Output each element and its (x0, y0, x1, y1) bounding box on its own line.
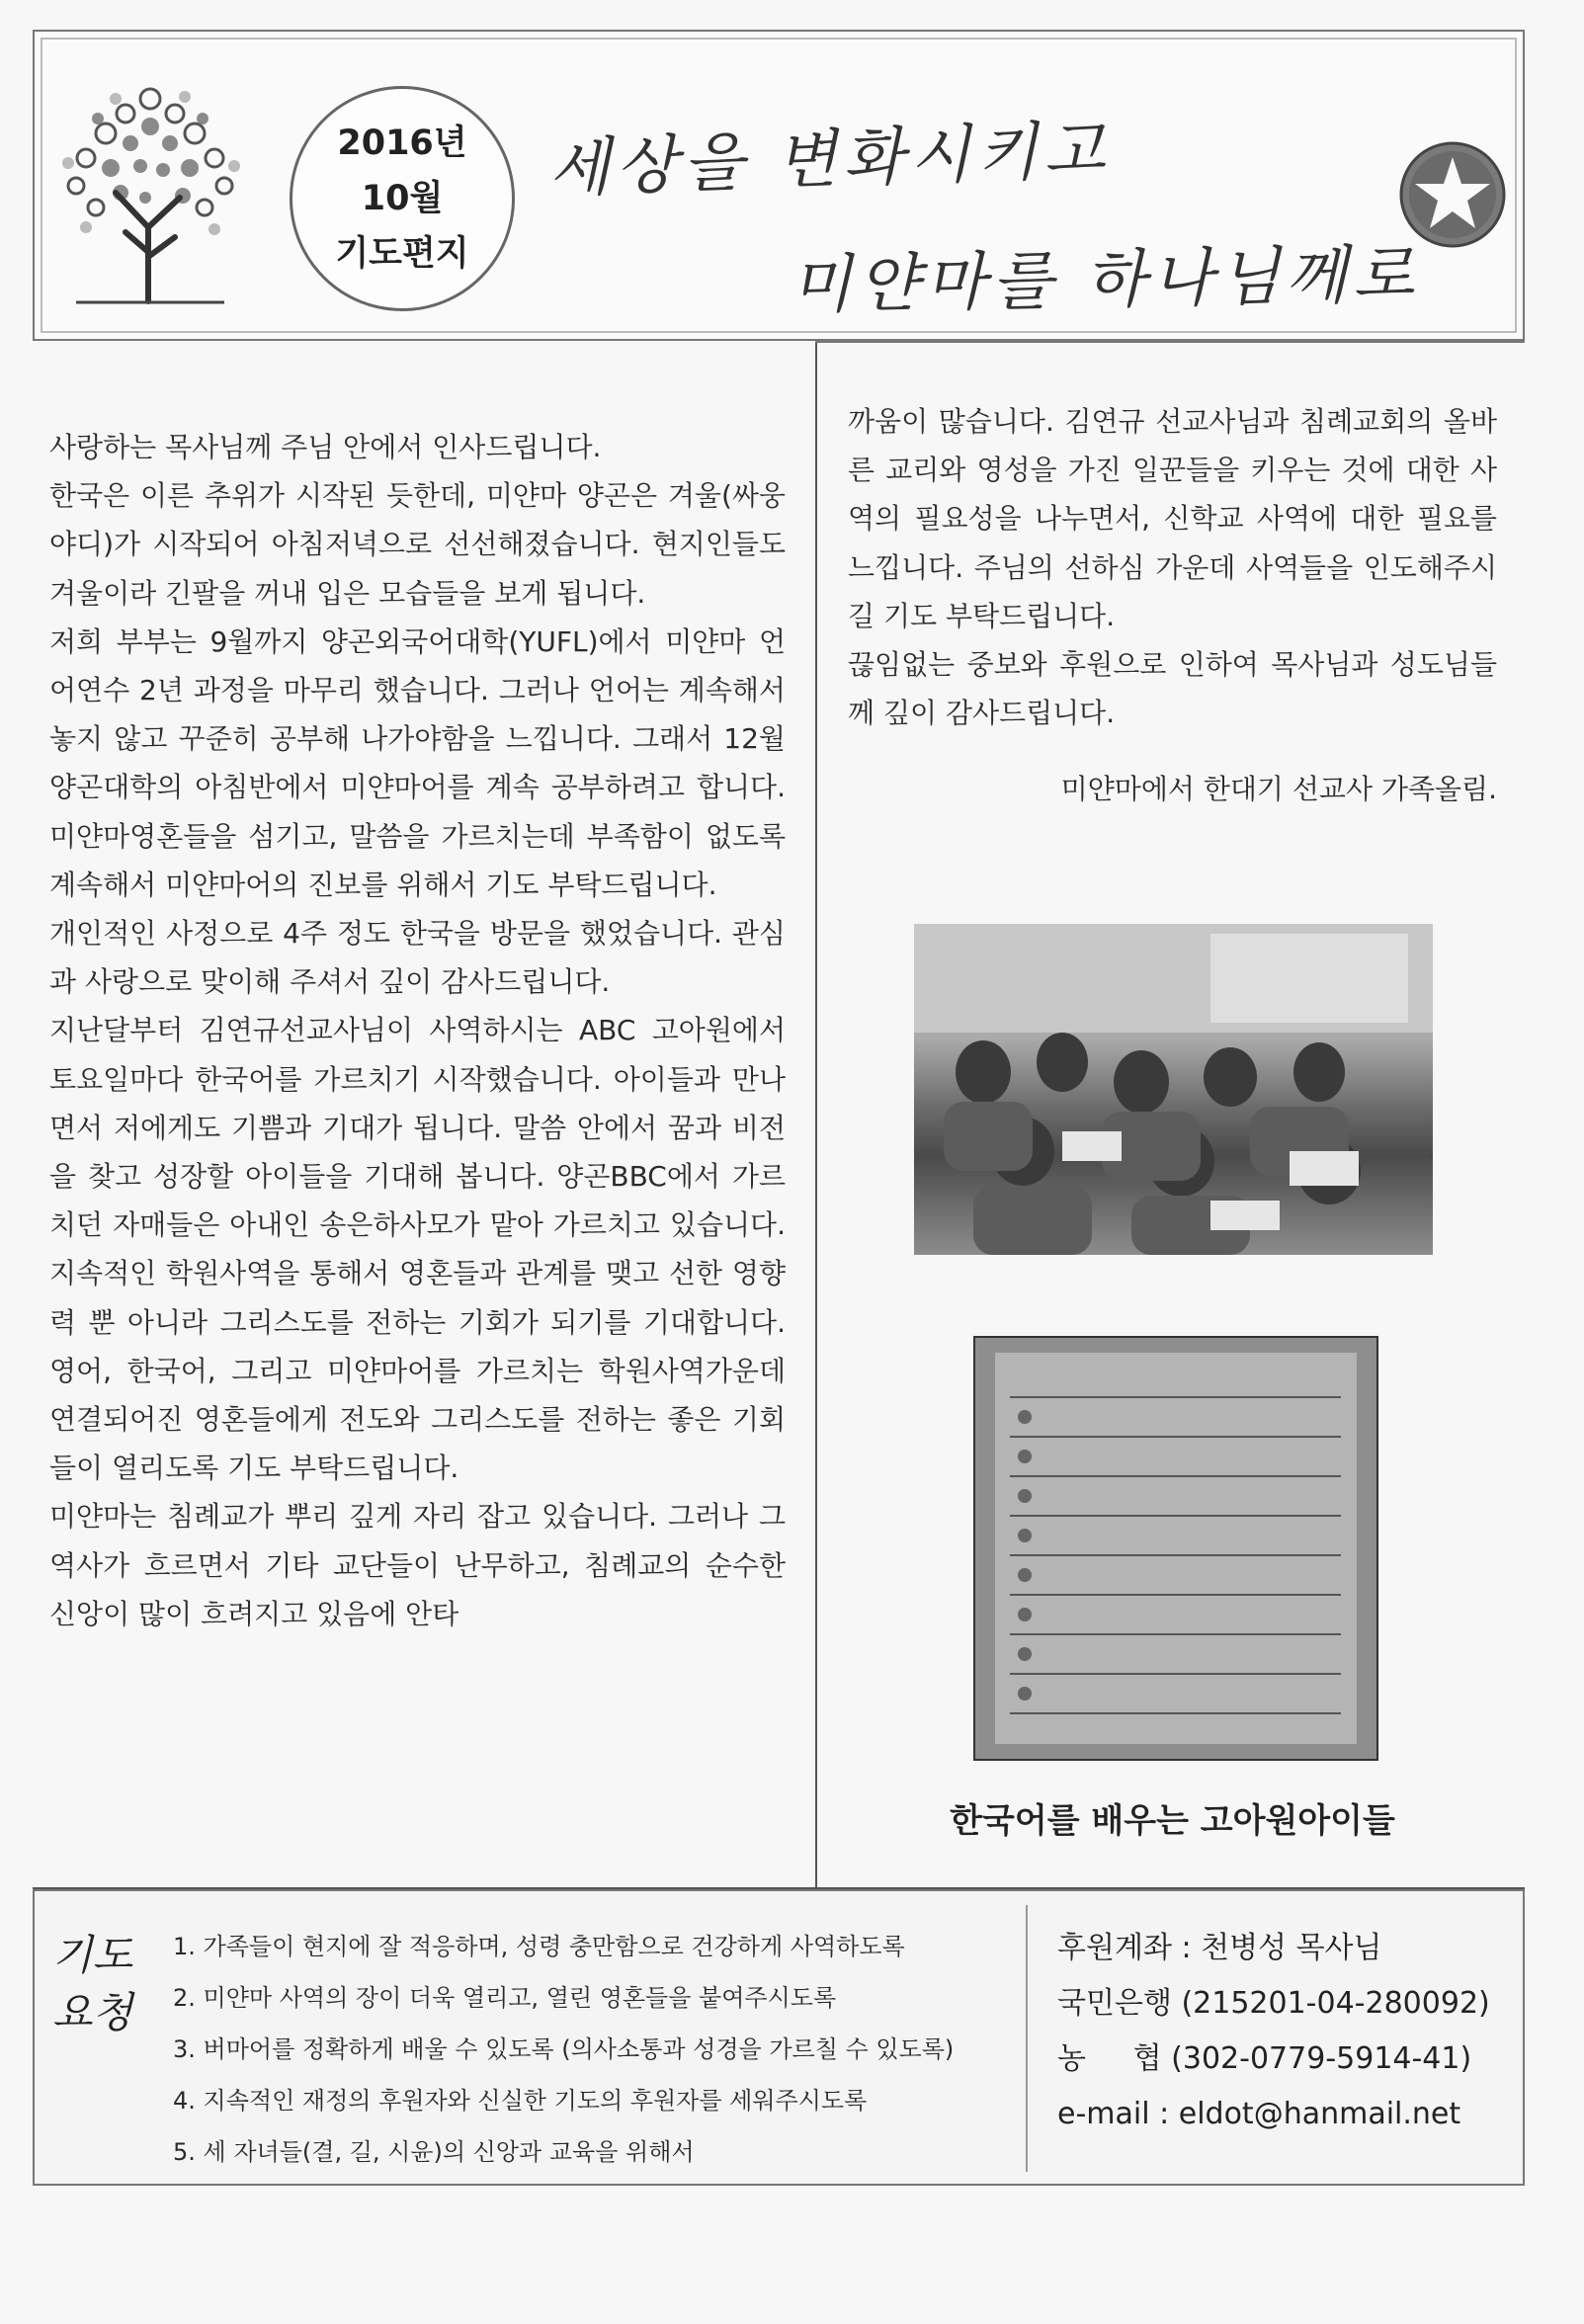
support-account-title: 후원계좌 : 천병성 목사님 (1057, 1931, 1382, 1965)
signature: 미얀마에서 한대기 선교사 가족올림. (1060, 773, 1497, 806)
prayer-list (173, 1921, 1042, 2178)
prayer-item: 5. 세 자녀들(결, 길, 시윤)의 신앙과 교육을 위해서 (173, 2138, 695, 2166)
letter-header (33, 30, 1525, 341)
support-bank-1: 국민은행 (215201-04-280092) (1057, 1986, 1490, 2021)
classroom-photo (914, 924, 1433, 1255)
paragraph: 까움이 많습니다. 김연규 선교사님과 침례교회의 올바른 교리와 영성을 가진 일꾼들을 키우는 것에 대한 사역의 필요성을 나누면서, 신학교 사역에 대한 필요를 느낍니다. 주님의 선하심 가운데 사역들을 인도해주시길 기도 부탁드립니다. (848, 405, 1497, 632)
paragraph: 지난달부터 김연규선교사님이 사역하시는 ABC 고아원에서 토요일마다 한국어를 가르치기 시작했습니다. 아이들과 만나면서 저에게도 기쁨과 기대가 됩니다. 말씀 안에서 꿈과 비전을 찾고 성장할 아이들을 기대해 봅니다. 양곤BBC에서 가르치던 자매들은 아내인 송은하사모가 맡아 가르치고 있습니다. 지속적인 학원사역을 통해서 영혼들과 관계를 맺고 선한 영향력 뿐 아니라 그리스도를 전하는 기회가 되기를 기대합니다. 영어, 한국어, 그리고 미얀마어를 가르치는 학원사역가운데 연결되어진 영혼들에게 전도와 그리스도를 전하는 좋은 기회들이 열리도록 기도 부탁드립니다. (49, 1014, 786, 1485)
prayer-item: 1. 가족들이 현지에 잘 적응하며, 성령 충만함으로 건강하게 사역하도록 (173, 1933, 905, 1960)
slogan-line-2: 미얀마를 하나님께로 (790, 238, 1421, 323)
prayer-divider (1026, 1905, 1028, 2172)
paragraph: 미얀마는 침례교가 뿌리 깊게 자리 잡고 있습니다. 그러나 그 역사가 흐르면서 기타 교단들이 난무하고, 침례교의 순수한 신앙이 많이 흐려지고 있음에 안타 (49, 1500, 786, 1630)
badge-year: 2016년 (337, 124, 467, 163)
prayer-item: 2. 미얀마 사역의 장이 더욱 열리고, 열린 영혼들을 붙여주시도록 (173, 1984, 837, 2012)
badge-month: 10월 (361, 179, 444, 218)
support-email: e-mail : eldot@hanmail.net (1057, 2097, 1461, 2131)
paragraph: 한국은 이른 추위가 시작된 듯한데, 미얀마 양곤은 겨울(싸웅야디)가 시작되어 아침저녁으로 선선해졌습니다. 현지인들도 겨울이라 긴팔을 꺼내 입은 모습들을 보게 됩니다. (49, 479, 786, 610)
prayer-label (52, 1927, 171, 2041)
date-badge (290, 86, 515, 311)
prayer-item: 4. 지속적인 재정의 후원자와 신실한 기도의 후원자를 세워주시도록 (173, 2087, 868, 2115)
prayer-label-line-2: 요청 (52, 1988, 133, 2036)
support-info (1057, 1921, 1512, 2142)
prayer-item: 3. 버마어를 정확하게 배울 수 있도록 (의사소통과 성경을 가르칠 수 있도록) (173, 2035, 955, 2063)
column-divider (815, 341, 817, 1887)
paragraph: 개인적인 사정으로 4주 정도 한국을 방문을 했었습니다. 관심과 사랑으로 맞이해 주셔서 깊이 감사드립니다. (49, 917, 786, 999)
worksheet-photo (973, 1336, 1378, 1761)
prayer-label-line-1: 기도 (52, 1931, 133, 1979)
paragraph: 사랑하는 목사님께 주님 안에서 인사드립니다. (49, 431, 602, 463)
paragraph: 저희 부부는 9월까지 양곤외국어대학(YUFL)에서 미얀마 언어연수 2년 과정을 마무리 했습니다. 그러나 언어는 계속해서 놓지 않고 꾸준히 공부해 나가야함을 느낍니다. 그래서 12월 양곤대학의 아침반에서 미얀마어를 계속 공부하려고 합니다. 미얀마영혼들을 섬기고, 말씀을 가르치는데 부족함이 없도록 계속해서 미얀마어의 진보를 위해서 기도 부탁드립니다. (49, 624, 786, 901)
right-column-top-rule (815, 341, 1525, 343)
badge-title: 기도편지 (335, 234, 469, 274)
right-column (848, 397, 1497, 814)
prayer-request-box (33, 1889, 1525, 2186)
star-icon (1398, 140, 1507, 249)
paragraph: 끊임없는 중보와 후원으로 인하여 목사님과 성도님들께 깊이 감사드립니다. (848, 648, 1497, 730)
tree-icon (46, 59, 254, 306)
photo-caption: 한국어를 배우는 고아원아이들 (950, 1801, 1395, 1841)
support-bank-2: 농 협 (302-0779-5914-41) (1057, 2041, 1472, 2076)
left-column (49, 423, 786, 1638)
slogan-line-1: 세상을 변화시키고 (547, 114, 1113, 207)
